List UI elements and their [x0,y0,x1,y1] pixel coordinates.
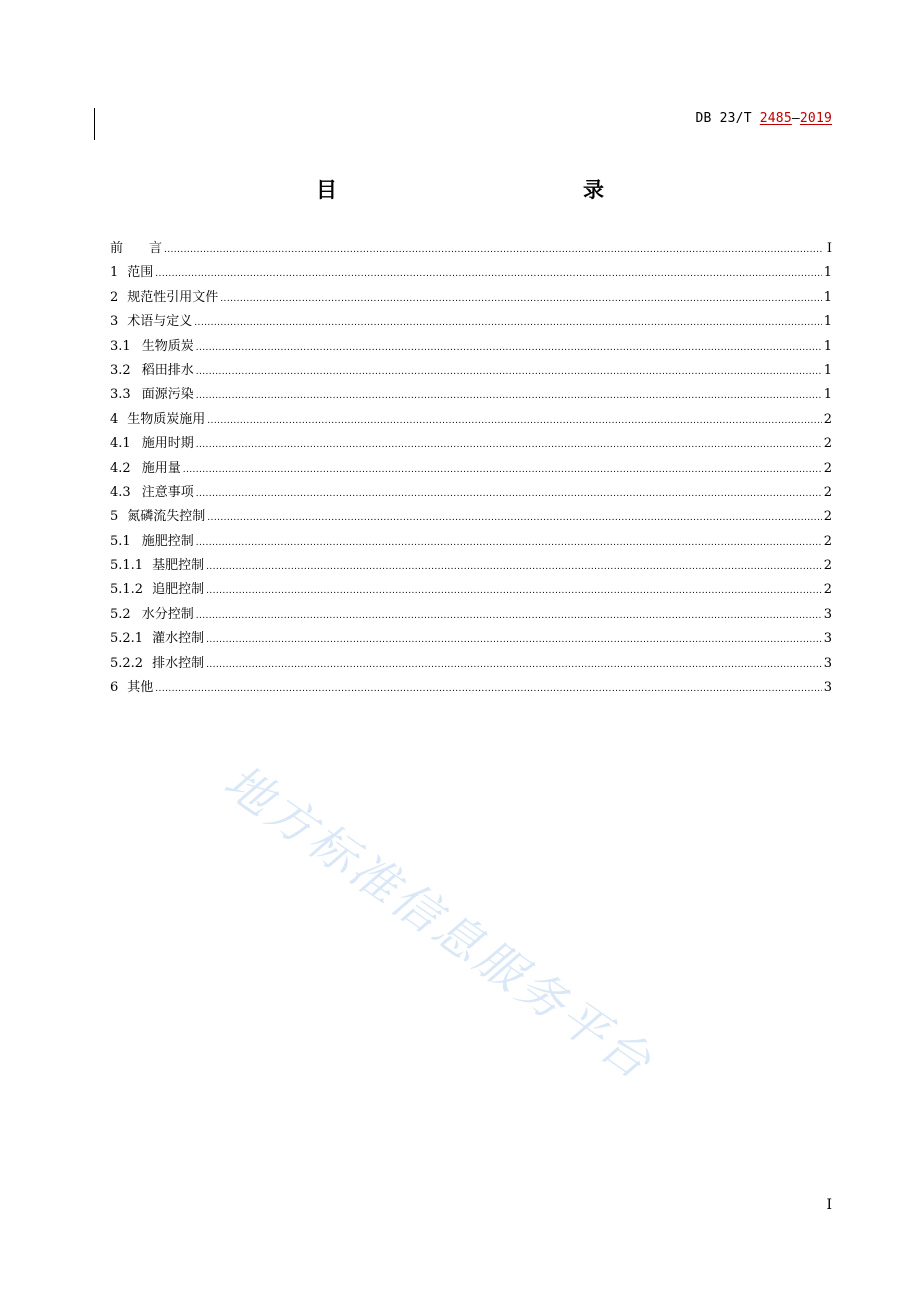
standard-code-separator: — [791,111,800,126]
toc-leader-dots [196,360,822,384]
toc-entry-number: 5.2.2 [110,655,144,671]
toc-entry-label: 稻田排水 [141,362,194,378]
toc-entry[interactable] [110,627,832,651]
standard-code-year: 2019 [799,111,832,126]
toc-entry-page: 1 [823,265,832,281]
toc-entry-label: 施肥控制 [141,533,194,549]
toc-entry-label: 术语与定义 [127,314,193,330]
toc-entry-label: 追肥控制 [152,582,205,598]
toc-entry[interactable] [110,676,832,700]
toc-entry-page: 1 [823,338,832,354]
table-of-contents [110,237,832,700]
toc-entry-page: 2 [823,484,832,500]
toc-entry-number: 5.2.1 [110,631,144,647]
toc-entry-number: 3 [110,314,119,330]
toc-leader-dots [164,238,822,262]
toc-leader-dots [206,653,822,677]
toc-entry[interactable] [110,261,832,285]
toc-entry-page: 2 [823,582,832,598]
toc-entry[interactable] [110,457,832,481]
toc-leader-dots [196,384,822,408]
toc-entry-number: 2 [110,289,119,305]
toc-entry-label: 氮磷流失控制 [127,509,206,525]
toc-entry-number: 4.3 [110,484,131,500]
toc-entry-page: 2 [823,436,832,452]
footer-page-number: I [826,1197,832,1213]
toc-entry-page: 1 [823,289,832,305]
toc-entry-page: 3 [823,680,832,696]
standard-code-prefix: DB 23/T [695,111,760,126]
toc-entry-number: 5.1.2 [110,582,144,598]
toc-leader-dots [207,506,821,530]
toc-entry-page: 2 [823,509,832,525]
toc-entry-label: 灌水控制 [152,631,205,647]
toc-leader-dots [206,579,822,603]
toc-entry-number: 4 [110,411,119,427]
toc-entry[interactable] [110,505,832,529]
toc-entry-number: 6 [110,680,119,696]
toc-leader-dots [183,458,822,482]
toc-entry-page: 2 [823,460,832,476]
watermark: 地方标准信息服务平台 [213,754,664,1092]
toc-entry-number: 3.3 [110,387,131,403]
toc-entry-label: 施用时期 [141,436,194,452]
toc-entry-number: 5.1 [110,533,131,549]
toc-entry[interactable] [110,237,832,261]
toc-entry-page: 3 [823,631,832,647]
toc-entry-page: 1 [823,314,832,330]
toc-leader-dots [155,677,821,701]
toc-entry-label: 生物质炭施用 [127,411,206,427]
toc-entry-label: 范围 [127,265,154,281]
toc-entry-number: 5.2 [110,606,131,622]
toc-title: 目 录 [316,178,672,202]
toc-entry-page: 2 [823,533,832,549]
standard-code [696,111,832,126]
toc-entry-label: 规范性引用文件 [127,289,219,305]
toc-entry-number: 3.1 [110,338,131,354]
toc-entry[interactable] [110,286,832,310]
toc-entry[interactable] [110,652,832,676]
toc-entry-number: 5.1.1 [110,558,144,574]
toc-entry[interactable] [110,310,832,334]
toc-leader-dots [196,433,822,457]
toc-entry-page: 3 [823,655,832,671]
toc-entry-label: 其他 [127,680,154,696]
toc-entry[interactable] [110,603,832,627]
toc-entry-page: 1 [823,362,832,378]
toc-entry-label: 基肥控制 [152,558,205,574]
toc-entry[interactable] [110,554,832,578]
toc-entry[interactable] [110,359,832,383]
toc-entry[interactable] [110,578,832,602]
toc-entry[interactable] [110,335,832,359]
toc-entry-label: 面源污染 [141,387,194,403]
toc-entry-page: 2 [823,411,832,427]
margin-bar [94,108,95,140]
toc-entry-label: 水分控制 [141,606,194,622]
toc-entry[interactable] [110,432,832,456]
toc-leader-dots [155,262,821,286]
toc-entry-number: 4.1 [110,436,131,452]
standard-code-number: 2485 [759,111,792,126]
toc-entry-label: 施用量 [141,460,181,476]
toc-entry-label: 排水控制 [152,655,205,671]
toc-entry-number: 3.2 [110,362,131,378]
toc-leader-dots [207,409,821,433]
toc-entry-page: 1 [823,387,832,403]
toc-entry-page: 2 [823,558,832,574]
toc-leader-dots [206,628,822,652]
toc-entry-page: I [826,241,832,256]
toc-leader-dots [196,482,822,506]
toc-leader-dots [196,336,822,360]
toc-leader-dots [196,604,822,628]
toc-entry-number: 5 [110,509,119,525]
toc-leader-dots [194,311,821,335]
toc-leader-dots [220,287,821,311]
toc-entry-label: 前 言 [110,241,163,256]
toc-leader-dots [206,555,822,579]
toc-leader-dots [196,531,822,555]
toc-entry-label: 生物质炭 [141,338,194,354]
toc-entry-label: 注意事项 [141,484,194,500]
toc-entry-number: 4.2 [110,460,131,476]
toc-entry[interactable] [110,383,832,407]
toc-entry[interactable] [110,408,832,432]
toc-entry[interactable] [110,530,832,554]
toc-entry[interactable] [110,481,832,505]
toc-entry-number: 1 [110,265,119,281]
toc-entry-page: 3 [823,606,832,622]
